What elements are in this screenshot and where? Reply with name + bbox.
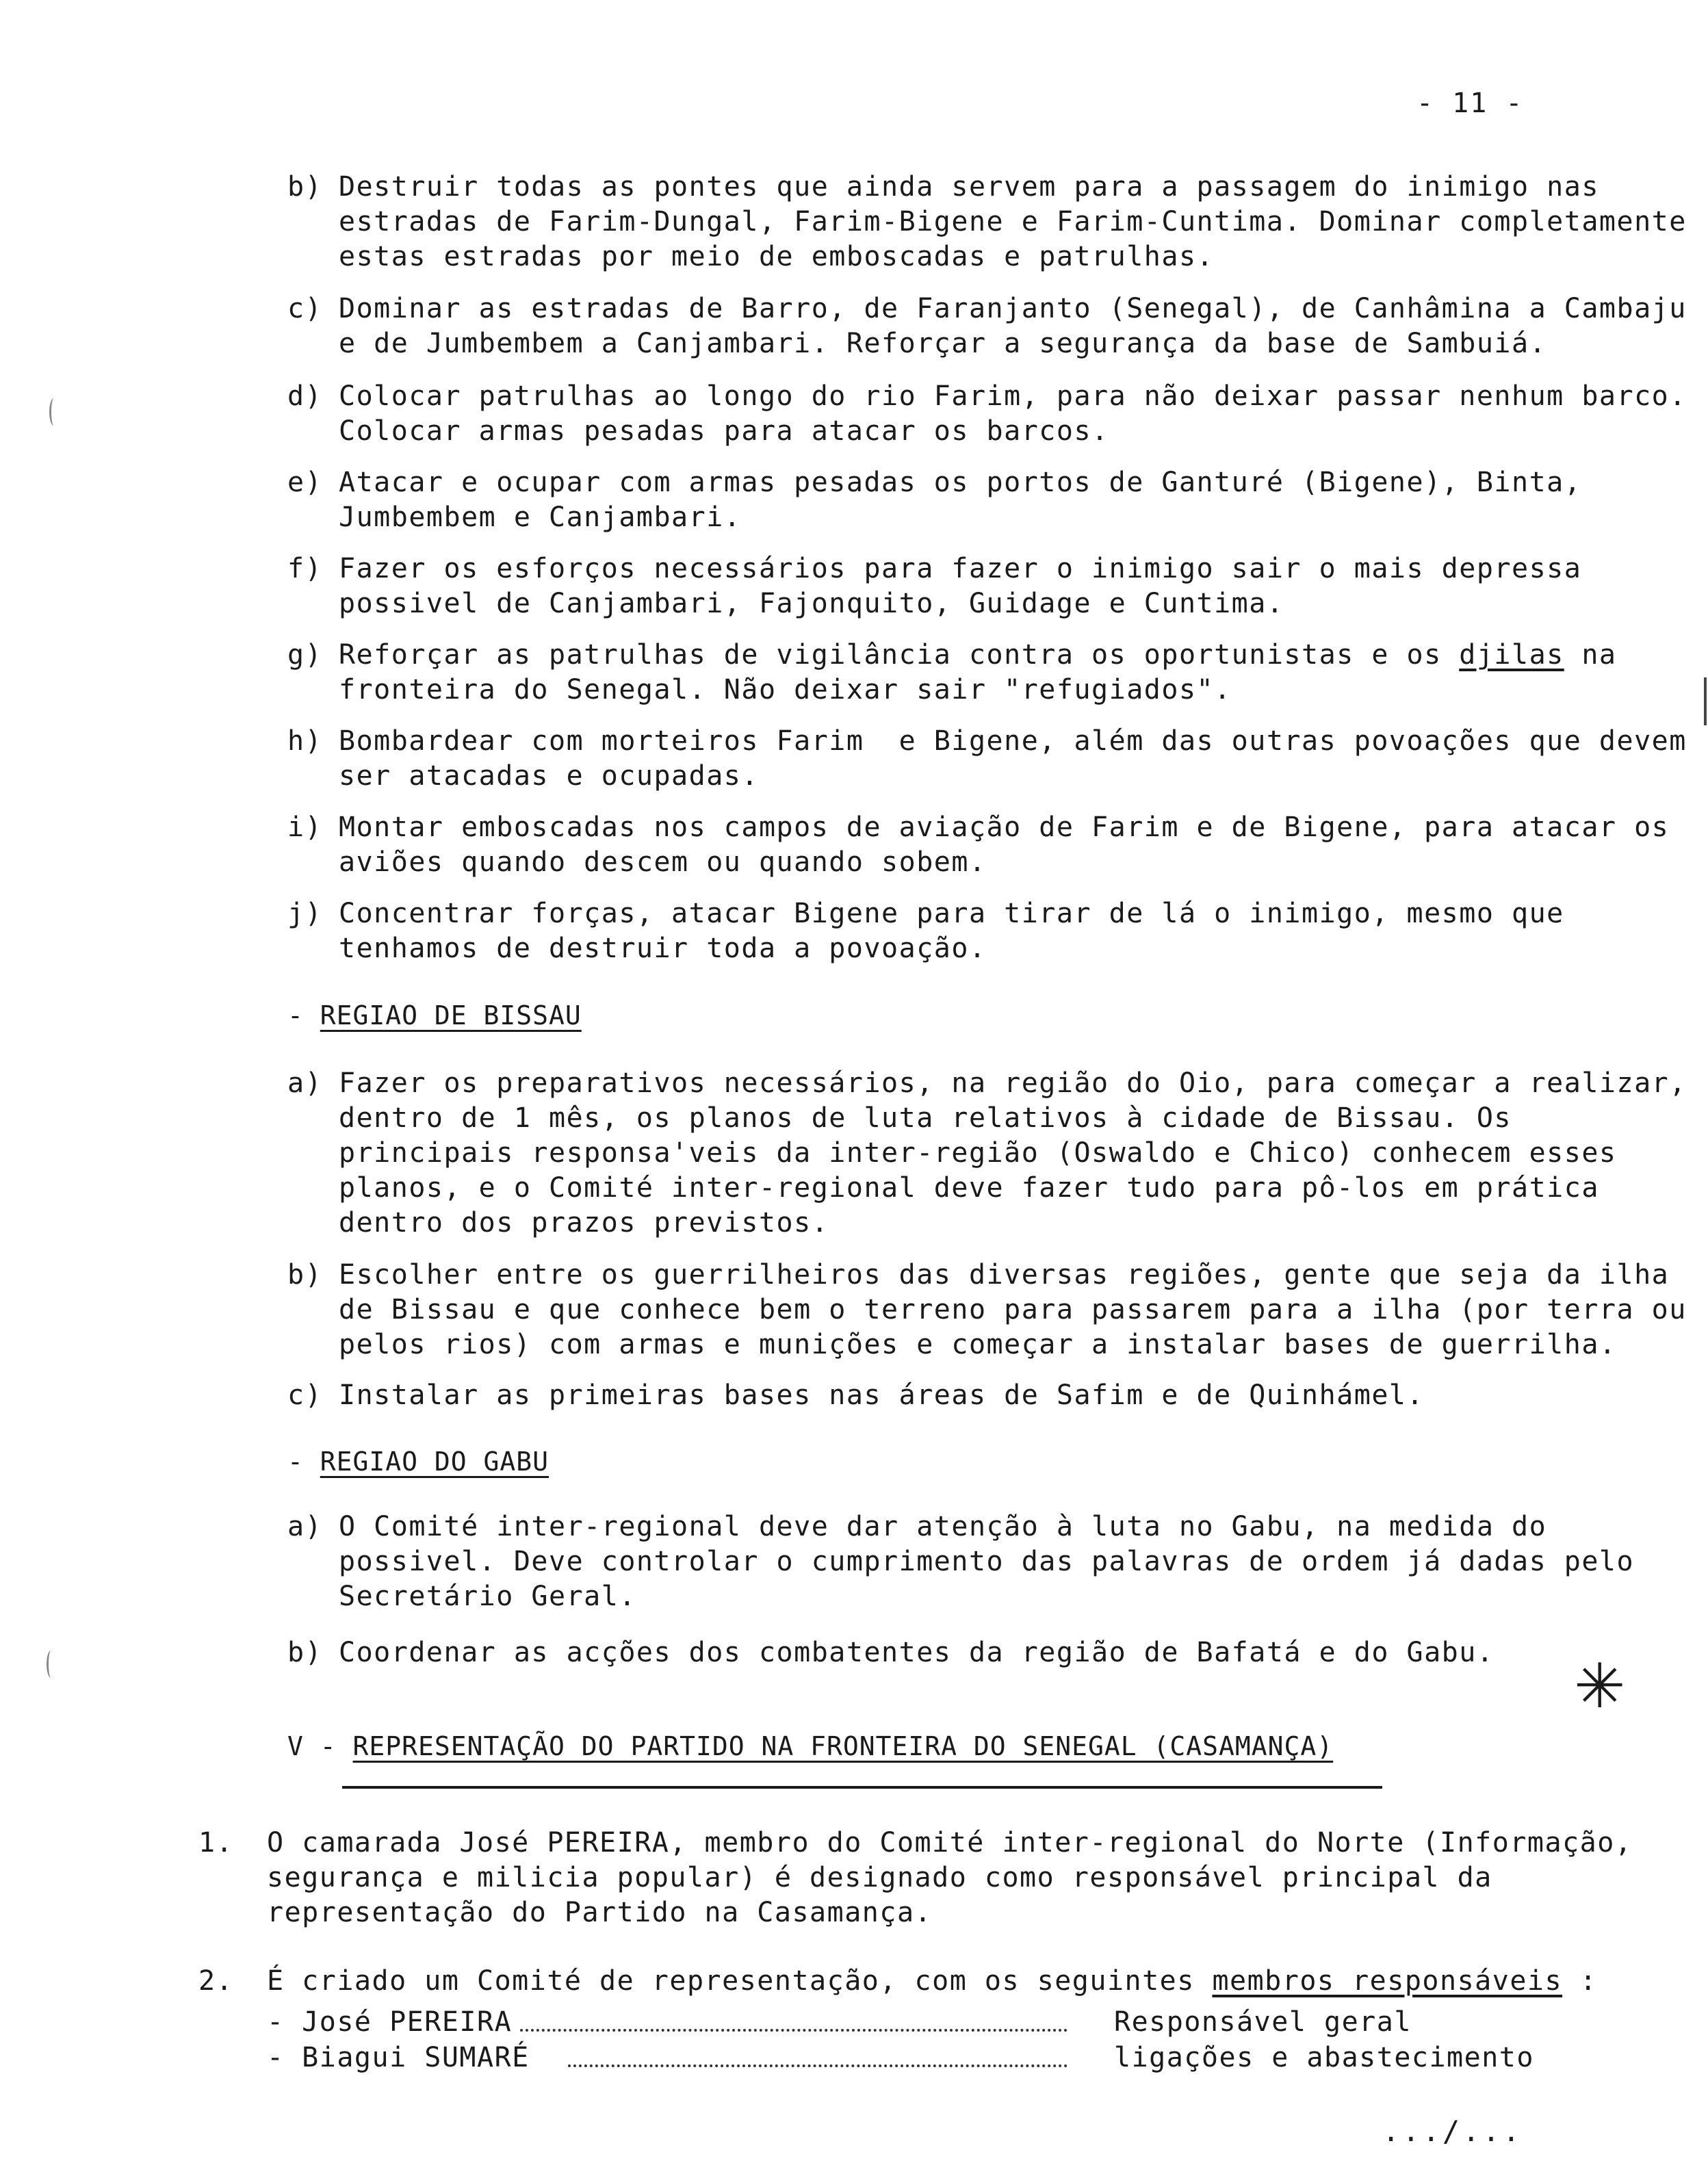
item-text: Reforçar as patrulhas de vigilância contra os oportunistas e os — [339, 639, 1460, 671]
item-text: Coordenar as acções dos combatentes da região de Bafatá e do Gabu. — [339, 1637, 1494, 1668]
list-item — [287, 292, 1704, 361]
section-title: REGIAO DO GABU — [320, 1447, 549, 1477]
item-label: b) — [287, 1637, 323, 1668]
section-title: REPRESENTAÇÃO DO PARTIDO NA FRONTEIRA DO SENEGAL (CASAMANÇA) — [352, 1731, 1334, 1761]
item-text: Fazer os esforços necessários para fazer o inimigo sair o mais depressa possivel de Canjambari, Fajonquito, Guidage e Cuntima. — [339, 553, 1582, 619]
numbered-item — [198, 1826, 1677, 1930]
margin-mark — [47, 1650, 55, 1678]
item-label: j) — [287, 898, 323, 929]
item-text: Montar emboscadas nos campos de aviação de Farim e de Bigene, para atacar os aviões quando descem ou quando sobem. — [339, 812, 1670, 878]
list-item — [287, 810, 1704, 880]
item-text: É criado um Comité de representação, com os seguintes — [267, 1965, 1213, 1997]
item-number: 1. — [198, 1827, 234, 1858]
page-number: - 11 - — [1416, 88, 1524, 119]
item-label: a) — [287, 1067, 323, 1099]
section-dash: - — [287, 1447, 320, 1477]
item-text: Concentrar forças, atacar Bigene para tirar de lá o inimigo, mesmo que tenhamos de destruir toda a povoação. — [339, 898, 1564, 964]
continuation-mark: .../... — [1382, 2114, 1523, 2148]
list-item — [287, 1635, 1704, 1670]
list-item — [287, 1066, 1704, 1241]
list-item — [287, 1378, 1704, 1413]
list-item — [287, 170, 1704, 274]
asterisk-mark: ✳ — [1574, 1650, 1626, 1722]
item-text: Instalar as primeiras bases nas áreas de Safim e de Quinhámel. — [339, 1380, 1425, 1411]
member-name: - José PEREIRA — [267, 2006, 513, 2038]
section-prefix: V - — [287, 1731, 353, 1761]
item-text: Colocar patrulhas ao longo do rio Farim, para não deixar passar nenhum barco. Colocar armas pesadas para atacar os barcos. — [339, 380, 1687, 447]
item-text: na fronteira do Senegal. Não deixar sair "refugiados". — [339, 639, 1617, 705]
member-name: - Biagui SUMARÉ — [267, 2042, 530, 2073]
item-number: 2. — [198, 1965, 234, 1997]
item-label: h) — [287, 725, 323, 757]
leader-dots — [520, 2027, 1068, 2032]
numbered-item — [198, 1964, 1677, 1999]
item-label: g) — [287, 639, 323, 671]
item-label: c) — [287, 293, 323, 324]
list-item — [287, 724, 1704, 794]
item-text: Destruir todas as pontes que ainda servem para a passagem do inimigo nas estradas de Farim-Dungal, Farim-Bigene e Farim-Cuntima. Dominar completamente estas estradas por meio de emboscadas e patrulhas. — [339, 171, 1687, 272]
section-dash: - — [287, 1000, 320, 1031]
item-label: b) — [287, 1259, 323, 1291]
item-text: O camarada José PEREIRA, membro do Comité inter-regional do Norte (Informação, segurança e milicia popular) é designado como responsável principal da representação do Partido na Casamança. — [267, 1827, 1633, 1928]
item-text: Fazer os preparativos necessários, na região do Oio, para começar a realizar, dentro de 1 mês, os planos de luta relativos à cidade de Bissau. Os principais responsa'veis da inter-região (Oswaldo e Chico) conhecem esses planos, e o Comité inter-regional deve fazer tudo para pô-los em prática dentro dos prazos previstos. — [339, 1067, 1687, 1239]
item-text: Dominar as estradas de Barro, de Faranjanto (Senegal), de Canhâmina a Cambaju e de Jumbembem a Canjambari. Reforçar a segurança da base de Sambuiá. — [339, 293, 1687, 359]
item-text-underlined: membros responsáveis — [1212, 1965, 1563, 1997]
item-label: f) — [287, 553, 323, 584]
list-item — [287, 638, 1704, 708]
item-label: d) — [287, 380, 323, 412]
member-role: ligações e abastecimento — [1114, 2042, 1534, 2073]
list-item — [287, 552, 1704, 621]
item-label: e) — [287, 467, 323, 498]
section-heading-gabu — [287, 1447, 549, 1477]
item-text: Escolher entre os guerrilheiros das diversas regiões, gente que seja da ilha de Bissau e que conhece bem o terreno para passarem para a ilha (por terra ou pelos rios) com armas e munições e começar a instalar bases de guerrilha. — [339, 1259, 1687, 1360]
section-title: REGIAO DE BISSAU — [320, 1000, 582, 1031]
section-heading-bissau — [287, 1000, 582, 1031]
member-role: Responsável geral — [1114, 2006, 1412, 2038]
list-item — [287, 1510, 1704, 1614]
list-item — [287, 379, 1704, 449]
list-item — [287, 896, 1704, 966]
item-text-underlined: djilas — [1459, 639, 1564, 671]
list-item — [287, 465, 1704, 535]
margin-mark — [49, 398, 58, 426]
item-label: b) — [287, 171, 323, 203]
item-text: O Comité inter-regional deve dar atenção à luta no Gabu, na medida do possivel. Deve controlar o cumprimento das palavras de ordem já dadas pelo Secretário Geral. — [339, 1511, 1635, 1612]
leader-dots — [568, 2062, 1068, 2067]
section-heading-v — [287, 1731, 1333, 1761]
item-label: c) — [287, 1380, 323, 1411]
section-rule — [342, 1786, 1382, 1789]
item-label: i) — [287, 812, 323, 843]
list-item — [287, 1258, 1704, 1362]
item-label: a) — [287, 1511, 323, 1542]
edge-mark — [1704, 677, 1707, 725]
item-text: : — [1562, 1965, 1598, 1997]
item-text: Atacar e ocupar com armas pesadas os portos de Ganturé (Bigene), Binta, Jumbembem e Canjambari. — [339, 467, 1582, 533]
item-text: Bombardear com morteiros Farim e Bigene, além das outras povoações que devem ser atacadas e ocupadas. — [339, 725, 1705, 792]
